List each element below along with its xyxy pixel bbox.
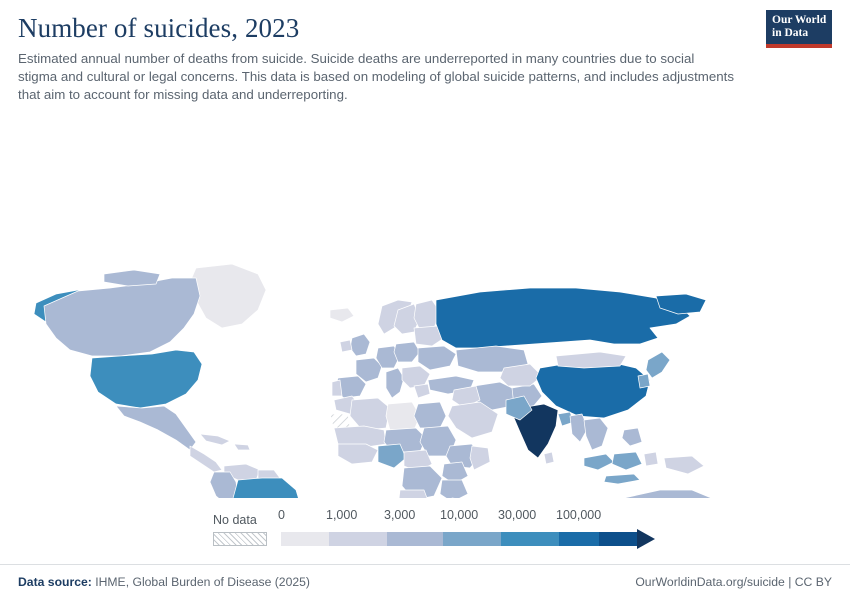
legend-swatch-2[interactable]: [387, 532, 443, 546]
data-source-text: IHME, Global Burden of Disease (2025): [95, 575, 310, 589]
legend-swatch-0[interactable]: [281, 532, 329, 546]
legend-arrow-icon: [637, 529, 655, 549]
country-united-kingdom[interactable]: [350, 334, 370, 356]
country-central-asia[interactable]: [500, 364, 542, 386]
country-korea[interactable]: [638, 374, 650, 388]
country-cuba[interactable]: [200, 434, 230, 445]
legend-no-data-swatch[interactable]: [213, 532, 267, 546]
country-tanzania[interactable]: [440, 480, 468, 498]
logo-line-1: Our World: [772, 14, 827, 26]
legend-swatch-5[interactable]: [559, 532, 599, 546]
legend-swatch-4[interactable]: [501, 532, 559, 546]
legend-tick-labels: [0, 508, 850, 524]
legend-no-data-label: No data: [213, 513, 257, 527]
country-algeria[interactable]: [350, 398, 390, 430]
country-ireland[interactable]: [340, 340, 352, 352]
owid-logo[interactable]: [766, 10, 832, 48]
legend-tick-2: 3,000: [384, 508, 416, 522]
country-papua-new-guinea[interactable]: [664, 456, 704, 474]
country-canada[interactable]: [44, 278, 200, 356]
country-united-states[interactable]: [90, 350, 202, 408]
legend-tick-4: 30,000: [498, 508, 537, 522]
data-source: [18, 575, 310, 589]
country-iceland[interactable]: [330, 308, 354, 322]
subtitle-line-1: Estimated annual number of deaths from suicide. Suicide deaths are underreported in many countries due to social: [18, 50, 695, 66]
country-indonesia-sumatra[interactable]: [584, 454, 614, 470]
legend-tick-3: 10,000: [440, 508, 479, 522]
country-canada-islands[interactable]: [104, 270, 160, 286]
legend-swatch-3[interactable]: [443, 532, 501, 546]
legend-tick-1: 1,000: [326, 508, 358, 522]
data-source-prefix: Data source:: [18, 575, 92, 589]
country-philippines[interactable]: [622, 428, 642, 446]
country-egypt[interactable]: [414, 402, 446, 428]
attribution[interactable]: [635, 575, 832, 589]
legend-tick-0: 0: [278, 508, 285, 522]
country-mexico[interactable]: [116, 406, 196, 450]
country-hispaniola[interactable]: [234, 444, 250, 450]
country-thailand-indochina[interactable]: [584, 418, 608, 450]
legend-tick-5: 100,000: [556, 508, 602, 522]
country-italy[interactable]: [386, 368, 404, 398]
country-greenland[interactable]: [190, 264, 266, 328]
subtitle-line-2: stigma and cultural or legal concerns. This data is based on modeling of global suicide patterns, and includes adjustments that aim to account for missing data and underreporting.: [18, 69, 734, 103]
country-somalia[interactable]: [470, 446, 490, 470]
country-portugal[interactable]: [332, 380, 342, 396]
country-nigeria[interactable]: [378, 444, 406, 468]
country-russia[interactable]: [436, 288, 690, 348]
country-sri-lanka[interactable]: [544, 452, 554, 464]
country-west-africa-coast[interactable]: [338, 444, 378, 464]
legend-color-ramp[interactable]: [281, 532, 637, 546]
legend-swatch-6[interactable]: [599, 532, 637, 546]
country-sulawesi[interactable]: [644, 452, 658, 466]
page-title: Number of suicides, 2023: [18, 13, 300, 43]
country-japan[interactable]: [646, 352, 670, 378]
legend-swatch-1[interactable]: [329, 532, 387, 546]
chart-subtitle: [18, 50, 758, 105]
country-borneo[interactable]: [612, 452, 642, 470]
country-indonesia-java[interactable]: [604, 474, 640, 484]
country-ukraine[interactable]: [418, 346, 456, 370]
country-greece[interactable]: [414, 384, 430, 398]
attribution-link[interactable]: OurWorldinData.org/suicide | CC BY: [635, 575, 832, 589]
country-australia[interactable]: [618, 490, 724, 498]
country-brazil[interactable]: [232, 478, 302, 498]
country-mongolia[interactable]: [556, 352, 626, 368]
world-choropleth-map[interactable]: [0, 128, 850, 498]
chart-footer: [0, 564, 850, 600]
logo-line-2: in Data: [772, 26, 809, 39]
country-central-america[interactable]: [190, 446, 222, 472]
country-poland[interactable]: [394, 342, 420, 362]
